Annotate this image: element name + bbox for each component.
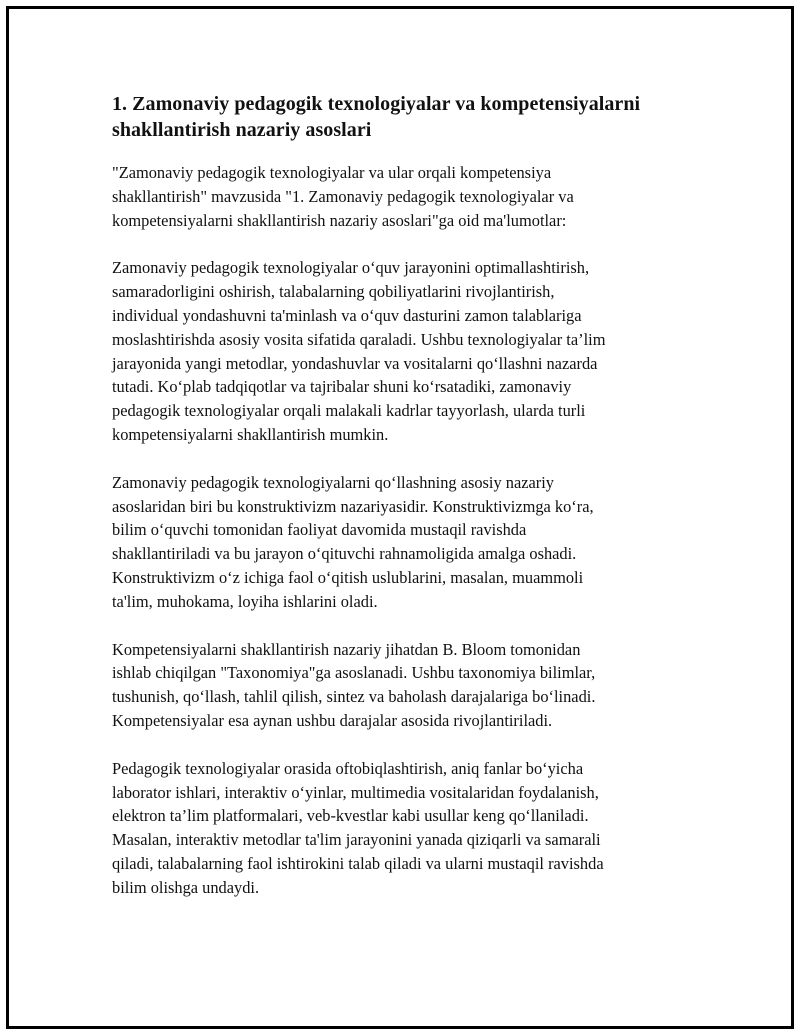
document-body: [112, 91, 692, 900]
text-line: ta'lim, muhokama, loyiha ishlarini oladi.: [112, 591, 378, 611]
text-line: moslashtirishda asosiy vosita sifatida qaraladi. Ushbu texnologiyalar ta’lim: [112, 329, 606, 349]
text-line: individual yondashuvni ta'minlash va o‘quv dasturini zamon talablariga: [112, 305, 582, 325]
document-heading: [112, 91, 692, 143]
text-line: kompetensiyalarni shakllantirish mumkin.: [112, 424, 389, 444]
text-line: qiladi, talabalarning faol ishtirokini talab qiladi va ularni mustaqil ravishda: [112, 853, 604, 873]
text-line: Masalan, interaktiv metodlar ta'lim jarayonini yanada qiziqarli va samarali: [112, 830, 601, 850]
text-line: bilim o‘quvchi tomonidan faoliyat davomida mustaqil ravishda: [112, 520, 527, 540]
text-line: pedagogik texnologiyalar orqali malakali kadrlar tayyorlash, ularda turli: [112, 401, 586, 421]
text-line: kompetensiyalarni shakllantirish nazariy asoslari"ga oid ma'lumotlar:: [112, 210, 567, 230]
text-line: asoslaridan biri bu konstruktivizm nazariyasidir. Konstruktivizmga ko‘ra,: [112, 496, 594, 516]
heading-line: 1. Zamonaviy pedagogik texnologiyalar va kompetensiyalarni: [112, 93, 641, 115]
text-line: jarayonida yangi metodlar, yondashuvlar va vositalarni qo‘llashni nazarda: [112, 353, 598, 373]
text-line: laborator ishlari, interaktiv o‘yinlar, multimedia vositalaridan foydalanish,: [112, 782, 599, 802]
text-line: tushunish, qo‘llash, tahlil qilish, sintez va baholash darajalariga bo‘linadi.: [112, 687, 596, 707]
heading-line: shakllantirish nazariy asoslari: [112, 119, 372, 141]
text-line: Pedagogik texnologiyalar orasida oftobiqlashtirish, aniq fanlar bo‘yicha: [112, 758, 584, 778]
paragraph-constructivism: [112, 471, 692, 614]
text-line: elektron ta’lim platformalari, veb-kvestlar kabi usullar keng qo‘llaniladi.: [112, 806, 589, 826]
text-line: bilim olishga undaydi.: [112, 877, 260, 897]
paragraph-intro: [112, 161, 692, 232]
text-line: ishlab chiqilgan "Taxonomiya"ga asoslanadi. Ushbu taxonomiya bilimlar,: [112, 663, 596, 683]
paragraph-bloom-taxonomy: [112, 638, 692, 733]
text-line: Zamonaviy pedagogik texnologiyalar o‘quv jarayonini optimallashtirish,: [112, 258, 590, 278]
text-line: Kompetensiyalar esa aynan ushbu darajalar asosida rivojlantiriladi.: [112, 710, 553, 730]
text-line: shakllantirish" mavzusida "1. Zamonaviy pedagogik texnologiyalar va: [112, 186, 574, 206]
text-line: shakllantiriladi va bu jarayon o‘qituvchi rahnamoligida amalga oshadi.: [112, 544, 577, 564]
text-line: Zamonaviy pedagogik texnologiyalarni qo‘llashning asosiy nazariy: [112, 472, 554, 492]
paragraph-technology-methods: [112, 757, 692, 900]
text-line: "Zamonaviy pedagogik texnologiyalar va ular orqali kompetensiya: [112, 163, 552, 182]
paragraph-modern-technologies: [112, 256, 692, 446]
text-line: Kompetensiyalarni shakllantirish nazariy jihatdan B. Bloom tomonidan: [112, 639, 581, 659]
text-line: tutadi. Ko‘plab tadqiqotlar va tajribalar shuni ko‘rsatadiki, zamonaviy: [112, 377, 572, 397]
text-line: samaradorligini oshirish, talabalarning qobiliyatlarini rivojlantirish,: [112, 282, 555, 302]
text-line: Konstruktivizm o‘z ichiga faol o‘qitish uslublarini, masalan, muammoli: [112, 567, 584, 587]
